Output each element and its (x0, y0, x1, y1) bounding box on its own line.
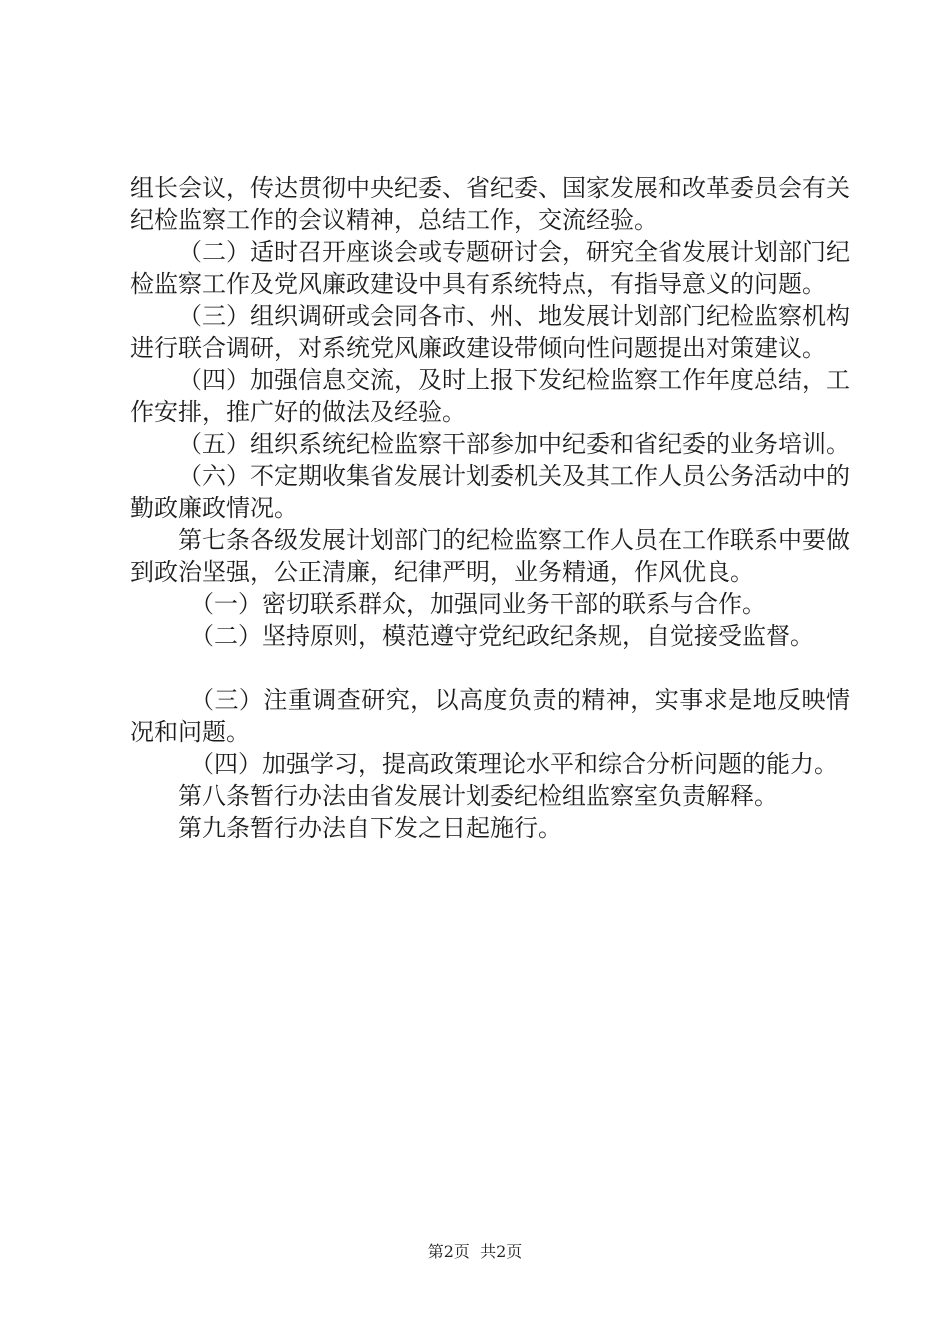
paragraph-item-2-symposium: （二）适时召开座谈会或专题研讨会，研究全省发展计划部门纪检监察工作及党风廉政建设中具有系统特点，有指导意义的问题。 (130, 238, 850, 298)
paragraph-article-7: 第七条各级发展计划部门的纪检监察工作人员在工作联系中要做到政治坚强，公正清廉，纪律严明，业务精通，作风优良。 (130, 526, 850, 586)
paragraph-item-6-collection: （六）不定期收集省发展计划委机关及其工作人员公务活动中的勤政廉政情况。 (130, 462, 850, 522)
paragraph-article-7-item-1: （一）密切联系群众，加强同业务干部的联系与合作。 (190, 590, 766, 618)
paragraph-item-4-information: （四）加强信息交流，及时上报下发纪检监察工作年度总结，工作安排，推广好的做法及经验。 (130, 366, 850, 426)
paragraph-article-8: 第八条暂行办法由省发展计划委纪检组监察室负责解释。 (178, 782, 778, 810)
paragraph-article-7-item-2: （二）坚持原则，模范遵守党纪政纪条规，自觉接受监督。 (190, 622, 814, 650)
paragraph-article-7-item-3: （三）注重调查研究，以高度负责的精神，实事求是地反映情况和问题。 (130, 686, 850, 746)
page-number-label: 第2页 共2页 (427, 1242, 523, 1261)
paragraph-article-7-item-4: （四）加强学习，提高政策理论水平和综合分析问题的能力。 (190, 750, 838, 778)
paragraph-item-3-research: （三）组织调研或会同各市、州、地发展计划部门纪检监察机构进行联合调研，对系统党风廉政建设带倾向性问题提出对策建议。 (130, 302, 850, 362)
document-body (130, 172, 850, 844)
paragraph-item-5-training: （五）组织系统纪检监察干部参加中纪委和省纪委的业务培训。 (178, 430, 850, 458)
paragraph-article-9: 第九条暂行办法自下发之日起施行。 (178, 814, 562, 842)
page-footer (0, 1242, 950, 1262)
paragraph-continued-meeting: 组长会议，传达贯彻中央纪委、省纪委、国家发展和改革委员会有关纪检监察工作的会议精神，总结工作，交流经验。 (130, 174, 850, 234)
